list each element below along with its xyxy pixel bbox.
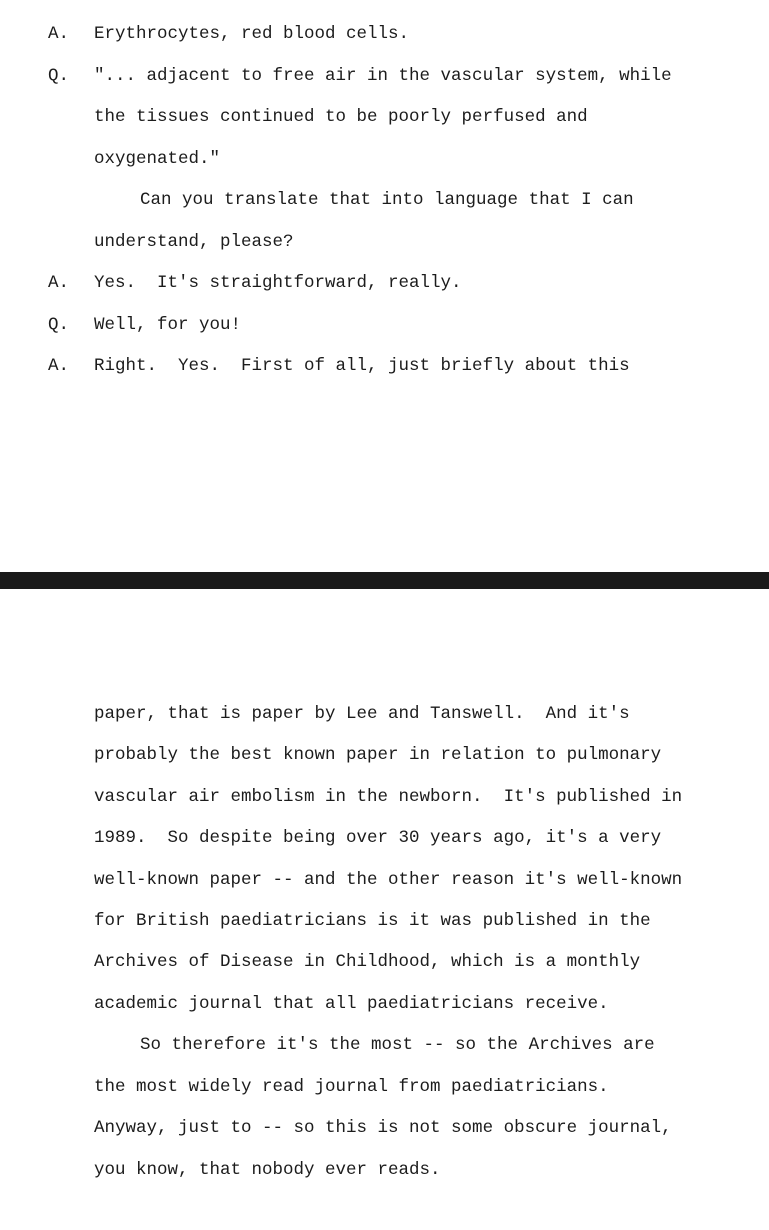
line-text: So therefore it's the most -- so the Archives are	[140, 1035, 655, 1055]
transcript-line	[0, 230, 294, 254]
speaker-label: A.	[48, 273, 70, 293]
transcript-line	[0, 1116, 672, 1140]
line-text: academic journal that all paediatricians receive.	[94, 994, 609, 1014]
line-text: the tissues continued to be poorly perfused and	[94, 107, 588, 127]
line-text: Yes. It's straightforward, really.	[94, 273, 462, 293]
transcript-line	[0, 992, 609, 1016]
transcript-line	[0, 950, 641, 974]
transcript-page-bottom	[0, 589, 769, 1200]
speaker-label: Q.	[48, 315, 70, 335]
line-text: Well, for you!	[94, 315, 242, 335]
line-text: oxygenated."	[94, 149, 221, 169]
transcript-page-top	[0, 0, 769, 572]
line-text: for British paediatricians is it was published in the	[94, 911, 651, 931]
speaker-label: Q.	[48, 66, 70, 86]
line-text: Can you translate that into language that I can	[140, 190, 634, 210]
transcript-line	[0, 354, 630, 378]
transcript-line	[0, 702, 630, 726]
transcript-line	[0, 868, 683, 892]
line-text: "... adjacent to free air in the vascular system, while	[94, 66, 672, 86]
line-text: paper, that is paper by Lee and Tanswell. And it's	[94, 704, 630, 724]
transcript-line	[0, 743, 662, 767]
transcript-line	[0, 271, 462, 295]
transcript-line	[0, 22, 410, 46]
transcript-line	[0, 1033, 655, 1057]
transcript-line	[0, 105, 588, 129]
transcript-line	[0, 1158, 441, 1182]
line-text: 1989. So despite being over 30 years ago, it's a very	[94, 828, 662, 848]
speaker-label: A.	[48, 24, 70, 44]
line-text: Archives of Disease in Childhood, which is a monthly	[94, 952, 641, 972]
speaker-label: A.	[48, 356, 70, 376]
transcript-line	[0, 147, 221, 171]
transcript-line	[0, 188, 634, 212]
line-text: Right. Yes. First of all, just briefly about this	[94, 356, 630, 376]
transcript-line	[0, 1075, 609, 1099]
line-text: Anyway, just to -- so this is not some obscure journal,	[94, 1118, 672, 1138]
line-text: you know, that nobody ever reads.	[94, 1160, 441, 1180]
transcript-line	[0, 64, 672, 88]
line-text: probably the best known paper in relation to pulmonary	[94, 745, 662, 765]
transcript-line	[0, 313, 242, 337]
line-text: the most widely read journal from paediatricians.	[94, 1077, 609, 1097]
transcript-line	[0, 909, 651, 933]
line-text: vascular air embolism in the newborn. It's published in	[94, 787, 683, 807]
page-divider	[0, 572, 769, 589]
line-text: Erythrocytes, red blood cells.	[94, 24, 410, 44]
transcript-line	[0, 826, 662, 850]
transcript-line	[0, 785, 683, 809]
line-text: understand, please?	[94, 232, 294, 252]
line-text: well-known paper -- and the other reason it's well-known	[94, 870, 683, 890]
